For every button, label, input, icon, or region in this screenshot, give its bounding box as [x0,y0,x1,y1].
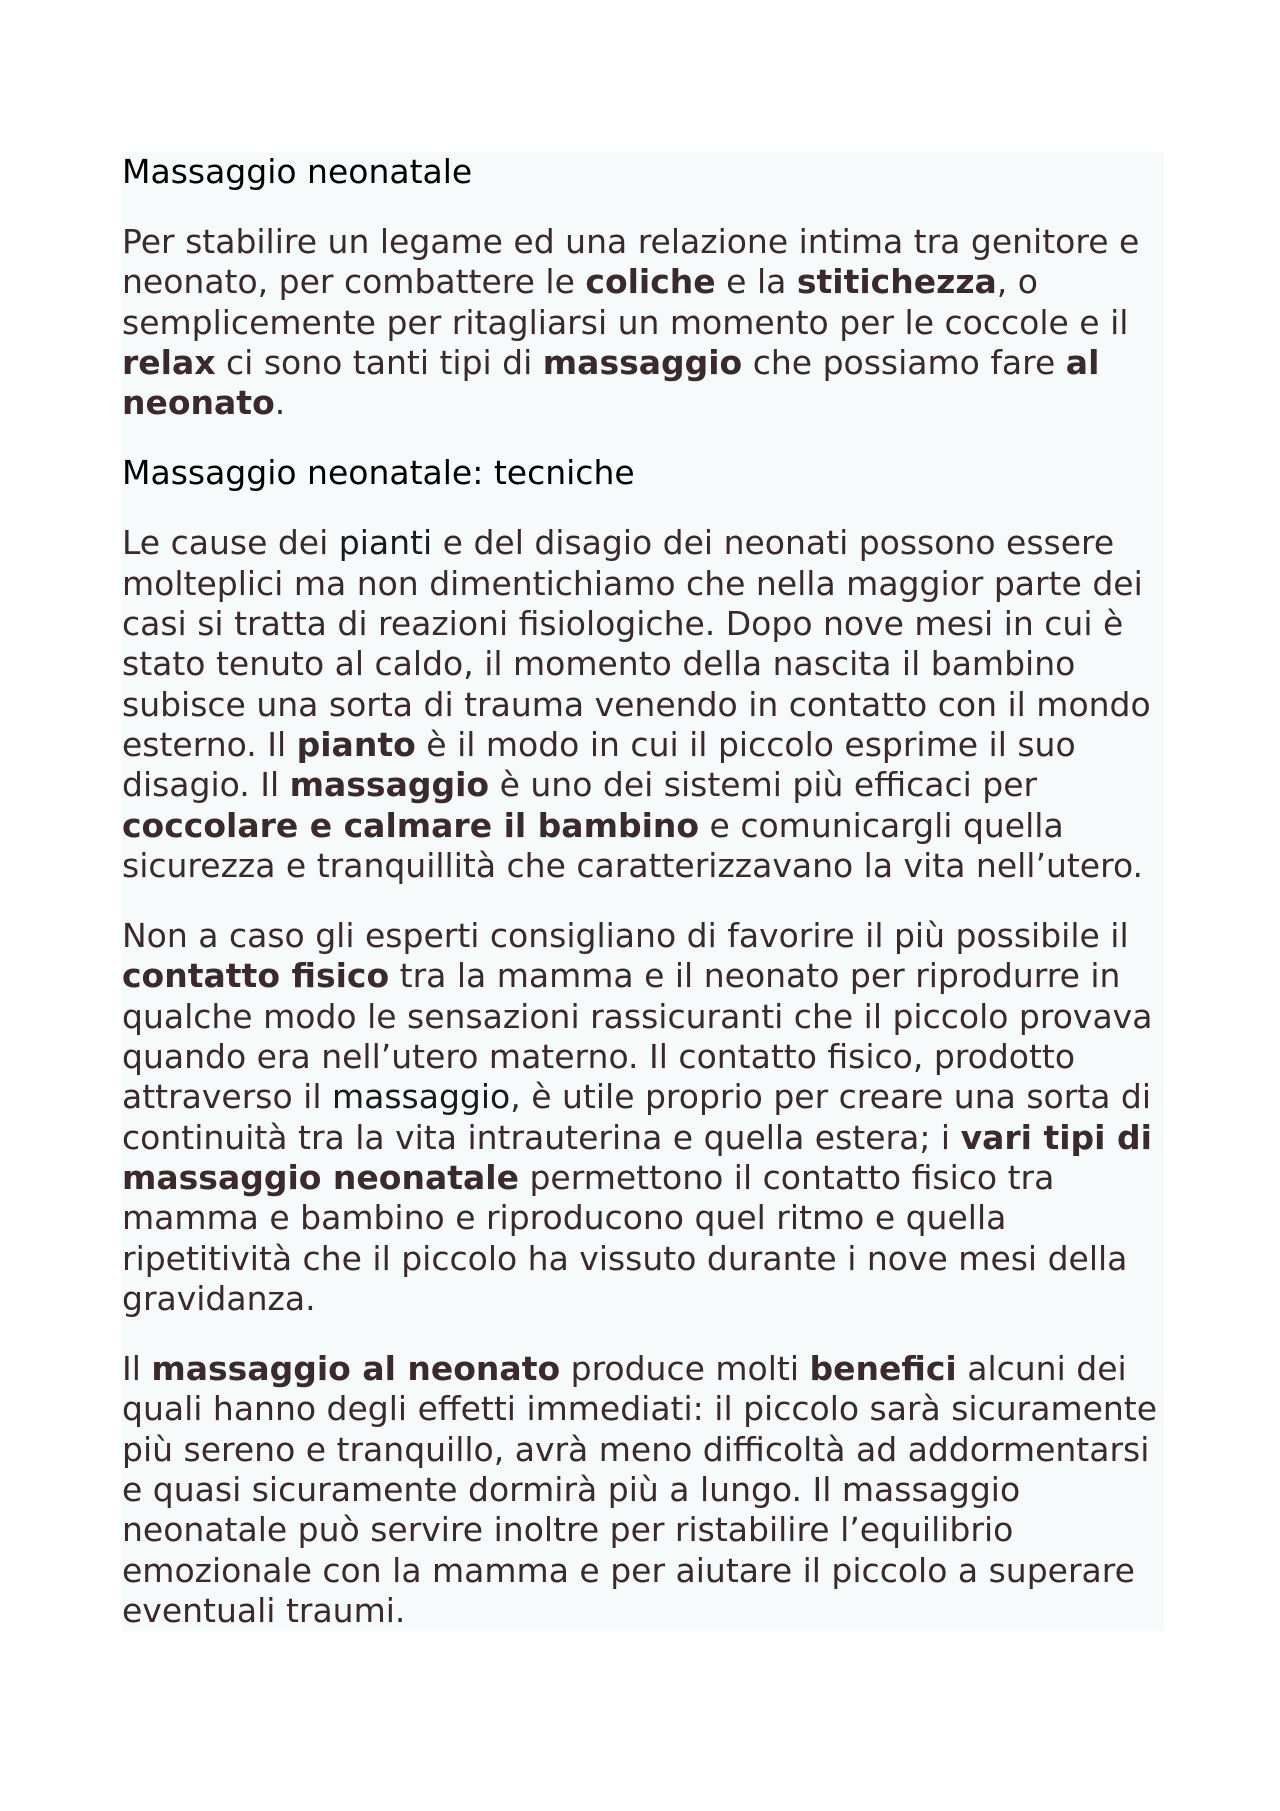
bold-term: pianto [296,724,416,764]
text-span: tra la mamma e il neonato per riprodurre in qualche modo le sensazioni rassicuranti che il piccolo provava quando era nell’utero materno. Il contatto fisico, prodotto attraverso il [122,956,1153,1117]
text-span: e del disagio dei neonati possono essere molteplici ma non dimentichiamo che nella maggior parte dei casi si tratta di reazioni fisiologiche. Dopo nove mesi in cui è stato tenuto al caldo, il momento della nascita il bambino subisce una sorta di trauma venendo in contatto con il mondo esterno. Il [122,523,1151,764]
bold-term: stitichezza [796,262,997,302]
text-span: Le cause dei [122,523,339,563]
text-span: Non a caso gli esperti consigliano di favorire il più possibile il [122,916,1129,956]
bold-term: coccolare e calmare il bambino [122,805,700,845]
bold-term: massaggio [289,765,490,805]
bold-term: massaggio al neonato [151,1349,561,1389]
document-title: Massaggio neonatale [122,152,473,191]
text-span: ci sono tanti tipi di [215,342,543,382]
section-subtitle: Massaggio neonatale: tecniche [122,453,635,493]
paragraph-benefits [122,1349,1164,1631]
bold-term: relax [122,342,216,382]
link-term[interactable]: pianti [338,523,433,563]
intro-paragraph [122,222,1164,423]
bold-term: coliche [585,262,716,302]
text-span: , è utile proprio per creare una sorta di continuità tra la vita intrauterina e quella estera; i [122,1077,1152,1157]
text-span: è il modo in cui il piccolo esprime il suo disagio. Il [122,724,1076,805]
bold-term: vari tipi di massaggio neonatale [122,1117,1152,1197]
paragraph-causes [122,523,1164,886]
text-span: è uno dei sistemi più efficaci per [489,765,1038,805]
text-span: produce molti [560,1349,810,1389]
text-span: e la [715,262,797,302]
text-span: Il [122,1349,152,1389]
bold-term: massaggio [542,342,743,382]
text-span: , o semplicemente per ritagliarsi un momento per le coccole e il [122,262,1129,342]
text-span: che possiamo fare [742,342,1066,382]
text-span: . [274,383,286,423]
link-term[interactable]: massaggio [332,1077,511,1117]
document-body [122,152,1164,1631]
text-span: Per stabilire un legame ed una relazione intima tra genitore e neonato, per combattere le [122,222,1140,302]
paragraph-contact [122,916,1164,1319]
bold-term: al neonato [122,342,1100,423]
text-span: e comunicargli quella sicurezza e tranquillità che caratterizzavano la vita nell’utero. [122,805,1144,885]
text-span: permettono il contatto fisico tra mamma e bambino e riproducono quel ritmo e quella ripetitività che il piccolo ha vissuto durante i nove mesi della gravidanza. [122,1157,1128,1318]
bold-term: contatto fisico [122,956,390,996]
bold-term: benefici [809,1349,957,1389]
text-span: alcuni dei quali hanno degli effetti immediati: il piccolo sarà sicuramente più sereno e tranquillo, avrà meno difficoltà ad addormentarsi e quasi sicuramente dormirà più a lungo. Il massaggio neonatale può servire inoltre per ristabilire l’equilibrio emozionale con la mamma e per aiutare il piccolo a superare eventuali traumi. [122,1349,1158,1630]
